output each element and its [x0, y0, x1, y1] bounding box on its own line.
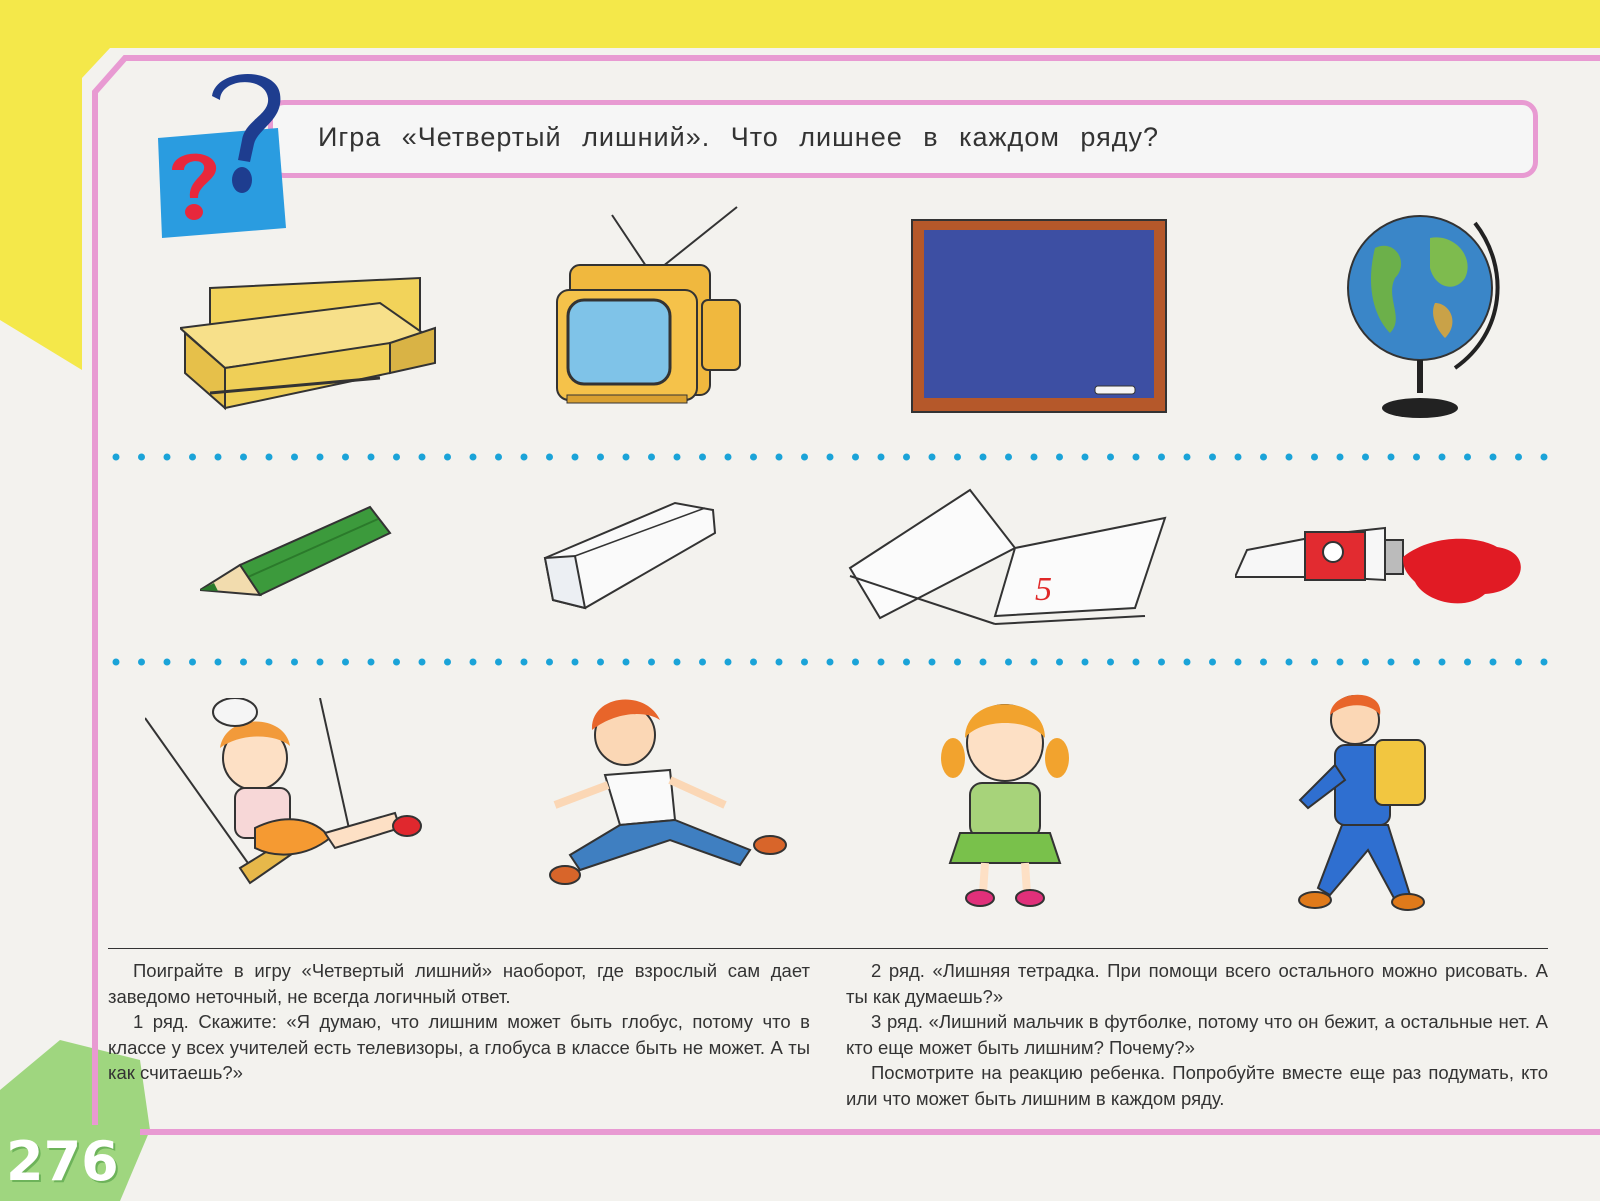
task-title: Игра «Четвертый лишний». Что лишнее в каждом ряду?: [318, 122, 1159, 152]
standing-girl-image: [935, 688, 1075, 913]
instruction-paragraph: Поиграйте в игру «Четвертый лишний» наоборот, где взрослый сам дает заведомо неточный, не всегда логичный ответ.: [108, 960, 810, 1007]
page-number: 276: [6, 1130, 119, 1193]
girl-on-swing-image: [145, 698, 430, 898]
instruction-paragraph: 1 ряд. Скажите: «Я думаю, что лишним может быть глобус, потому что в классе у всех учителей есть телевизоры, а глобуса в классе быть не может. А ты как считаешь?»: [108, 1011, 810, 1083]
row-divider-2: [112, 657, 1552, 667]
running-boy-image: [530, 690, 805, 910]
pencil-image: [200, 505, 400, 605]
chalk-image: [535, 498, 720, 623]
instructions-right-column: [846, 958, 1548, 1111]
notebook-grade: 5: [1035, 571, 1052, 608]
school-desk-image: [180, 268, 450, 418]
walking-boy-image: [1290, 690, 1440, 925]
paint-tube-image: [1235, 522, 1535, 617]
instruction-paragraph: 2 ряд. «Лишняя тетрадка. При помощи всего остального можно рисовать. А ты как думаешь?»: [846, 960, 1548, 1007]
instruction-paragraph: Посмотрите на реакцию ребенка. Попробуйте вместе еще раз подумать, кто или что может быть лишним в каждом ряду.: [846, 1062, 1548, 1109]
tv-set-image: [552, 205, 752, 415]
question-marks-icon: [150, 70, 290, 240]
notebook-image: [845, 488, 1180, 628]
blackboard-image: [910, 218, 1170, 416]
instructions-left-column: [108, 958, 810, 1086]
row-divider-1: [112, 452, 1552, 462]
globe-image: [1335, 208, 1505, 423]
instructions-divider: [108, 948, 1548, 949]
instruction-paragraph: 3 ряд. «Лишний мальчик в футболке, потому что он бежит, а остальные нет. А кто еще может быть лишним? Почему?»: [846, 1011, 1548, 1058]
